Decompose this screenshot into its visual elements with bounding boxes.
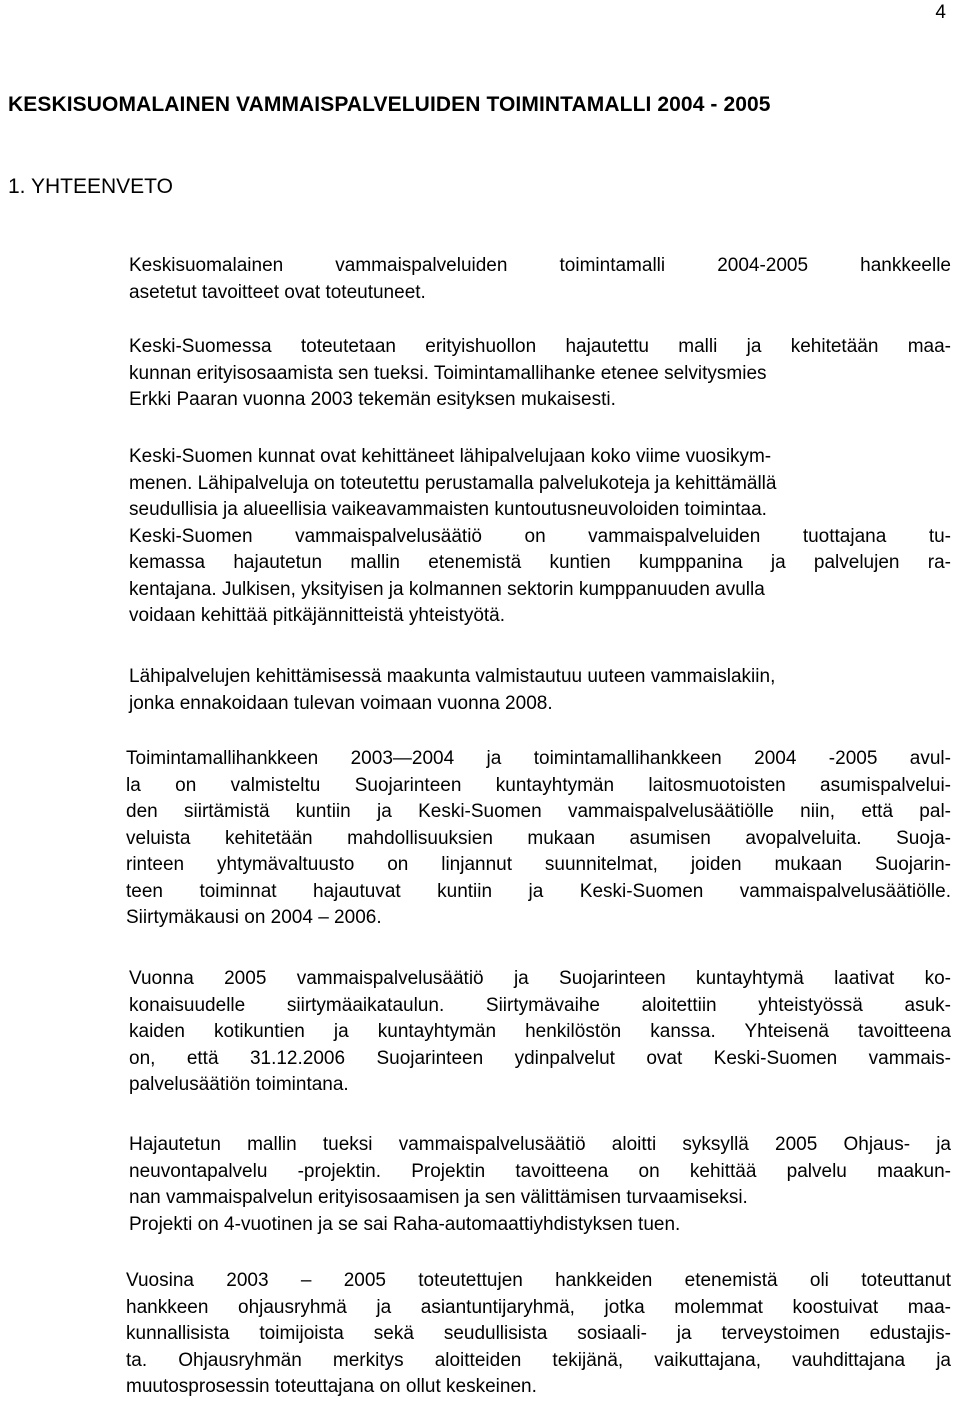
paragraph-line: Lähipalvelujen kehittämisessä maakunta valmistautuu uuteen vammaislakiin, — [129, 666, 776, 687]
paragraph-line: Keskisuomalainen vammaispalveluiden toimintamalli 2004-2005 hankkeelle — [129, 255, 951, 276]
paragraph-line: jonka ennakoidaan tulevan voimaan vuonna 2008. — [129, 692, 553, 714]
paragraph-8 — [126, 1268, 951, 1401]
paragraph-line: muutosprosessin toteuttajana on ollut keskeinen. — [126, 1376, 537, 1397]
paragraph-line: Keski-Suomen vammaispalvelusäätiö on vammaispalveluiden tuottajana tu- — [129, 525, 951, 547]
paragraph-1 — [129, 253, 951, 306]
page-number: 4 — [935, 2, 946, 23]
paragraph-line: rinteen yhtymävaltuusto on linjannut suunnitelmat, joiden mukaan Suojarin- — [126, 854, 951, 875]
paragraph-line: teen toiminnat hajautuvat kuntiin ja Keski-Suomen vammaispalvelusäätiölle. — [126, 880, 951, 902]
paragraph-line: kentajana. Julkisen, yksityisen ja kolmannen sektorin kumppanuuden avulla — [129, 578, 765, 600]
paragraph-3 — [129, 444, 951, 630]
paragraph-line: Vuonna 2005 vammaispalvelusäätiö ja Suojarinteen kuntayhtymä laativat ko- — [129, 968, 951, 989]
paragraph-4 — [129, 664, 951, 717]
paragraph-line: den siirtämistä kuntiin ja Keski-Suomen vammaispalvelusäätiölle niin, että pal- — [126, 801, 951, 822]
paragraph-line: seudullisia ja alueellisia vaikeavammaisten kuntoutusneuvoloiden toimintaa. — [129, 499, 767, 520]
paragraph-2 — [129, 334, 951, 414]
paragraph-line: menen. Lähipalveluja on toteutettu perustamalla palvelukoteja ja kehittämällä — [129, 472, 777, 494]
paragraph-line: la on valmisteltu Suojarinteen kuntayhtymän laitosmuotoisten asumispalvelui- — [126, 774, 951, 796]
paragraph-line: on, että 31.12.2006 Suojarinteen ydinpalvelut ovat Keski-Suomen vammais- — [129, 1047, 951, 1069]
paragraph-line: Hajautetun mallin tueksi vammaispalvelusäätiö aloitti syksyllä 2005 Ohjaus- ja — [129, 1134, 951, 1155]
paragraph-line: Toimintamallihankkeen 2003—2004 ja toimintamallihankkeen 2004 -2005 avul- — [126, 748, 951, 769]
paragraph-7 — [129, 1132, 951, 1238]
paragraph-line: hankkeen ohjausryhmä ja asiantuntijaryhmä, jotka molemmat koostuivat maa- — [126, 1296, 951, 1318]
paragraph-line: voidaan kehittää pitkäjännitteistä yhteistyötä. — [129, 605, 506, 626]
paragraph-line: Keski-Suomen kunnat ovat kehittäneet lähipalvelujaan koko viime vuosikym- — [129, 446, 772, 467]
paragraph-line: kunnallisista toimijoista sekä seudullisista sosiaali- ja terveystoimen edustajis- — [126, 1323, 951, 1344]
paragraph-line: konaisuudelle siirtymäaikataulun. Siirtymävaihe aloitettiin yhteistyössä asuk- — [129, 994, 951, 1016]
paragraph-line: Erkki Paaran vuonna 2003 tekemän esityksen mukaisesti. — [129, 389, 616, 410]
paragraph-line: Projekti on 4-vuotinen ja se sai Raha-automaattiyhdistyksen tuen. — [129, 1213, 681, 1235]
paragraph-6 — [129, 966, 951, 1099]
paragraph-5 — [126, 746, 951, 932]
document-title: KESKISUOMALAINEN VAMMAISPALVELUIDEN TOIMINTAMALLI 2004 - 2005 — [8, 93, 771, 116]
paragraph-line: kaiden kotikuntien ja kuntayhtymän henkilöstön kanssa. Yhteisenä tavoitteena — [129, 1021, 951, 1042]
paragraph-line: asetetut tavoitteet ovat toteutuneet. — [129, 281, 426, 303]
paragraph-line: veluista kehitetään mahdollisuuksien mukaan asumisen avopalveluita. Suoja- — [126, 827, 951, 849]
paragraph-line: nan vammaispalvelun erityisosaamisen ja sen välittämisen turvaamiseksi. — [129, 1187, 748, 1208]
paragraph-line: Keski-Suomessa toteutetaan erityishuollon hajautettu malli ja kehitetään maa- — [129, 336, 951, 357]
paragraph-line: kunnan erityisosaamista sen tueksi. Toimintamallihanke etenee selvitysmies — [129, 362, 767, 384]
paragraph-line: kemassa hajautetun mallin etenemistä kuntien kumppanina ja palvelujen ra- — [129, 552, 951, 573]
section-heading: 1. YHTEENVETO — [8, 175, 173, 198]
paragraph-line: ta. Ohjausryhmän merkitys aloitteiden tekijänä, vaikuttajana, vauhdittajana ja — [126, 1349, 951, 1371]
paragraph-line: Siirtymäkausi on 2004 – 2006. — [126, 907, 382, 928]
paragraph-line: palvelusäätiön toimintana. — [129, 1074, 349, 1095]
paragraph-line: neuvontapalvelu -projektin. Projektin tavoitteena on kehittää palvelu maakun- — [129, 1160, 951, 1182]
paragraph-line: Vuosina 2003 – 2005 toteutettujen hankkeiden etenemistä oli toteuttanut — [126, 1270, 951, 1291]
